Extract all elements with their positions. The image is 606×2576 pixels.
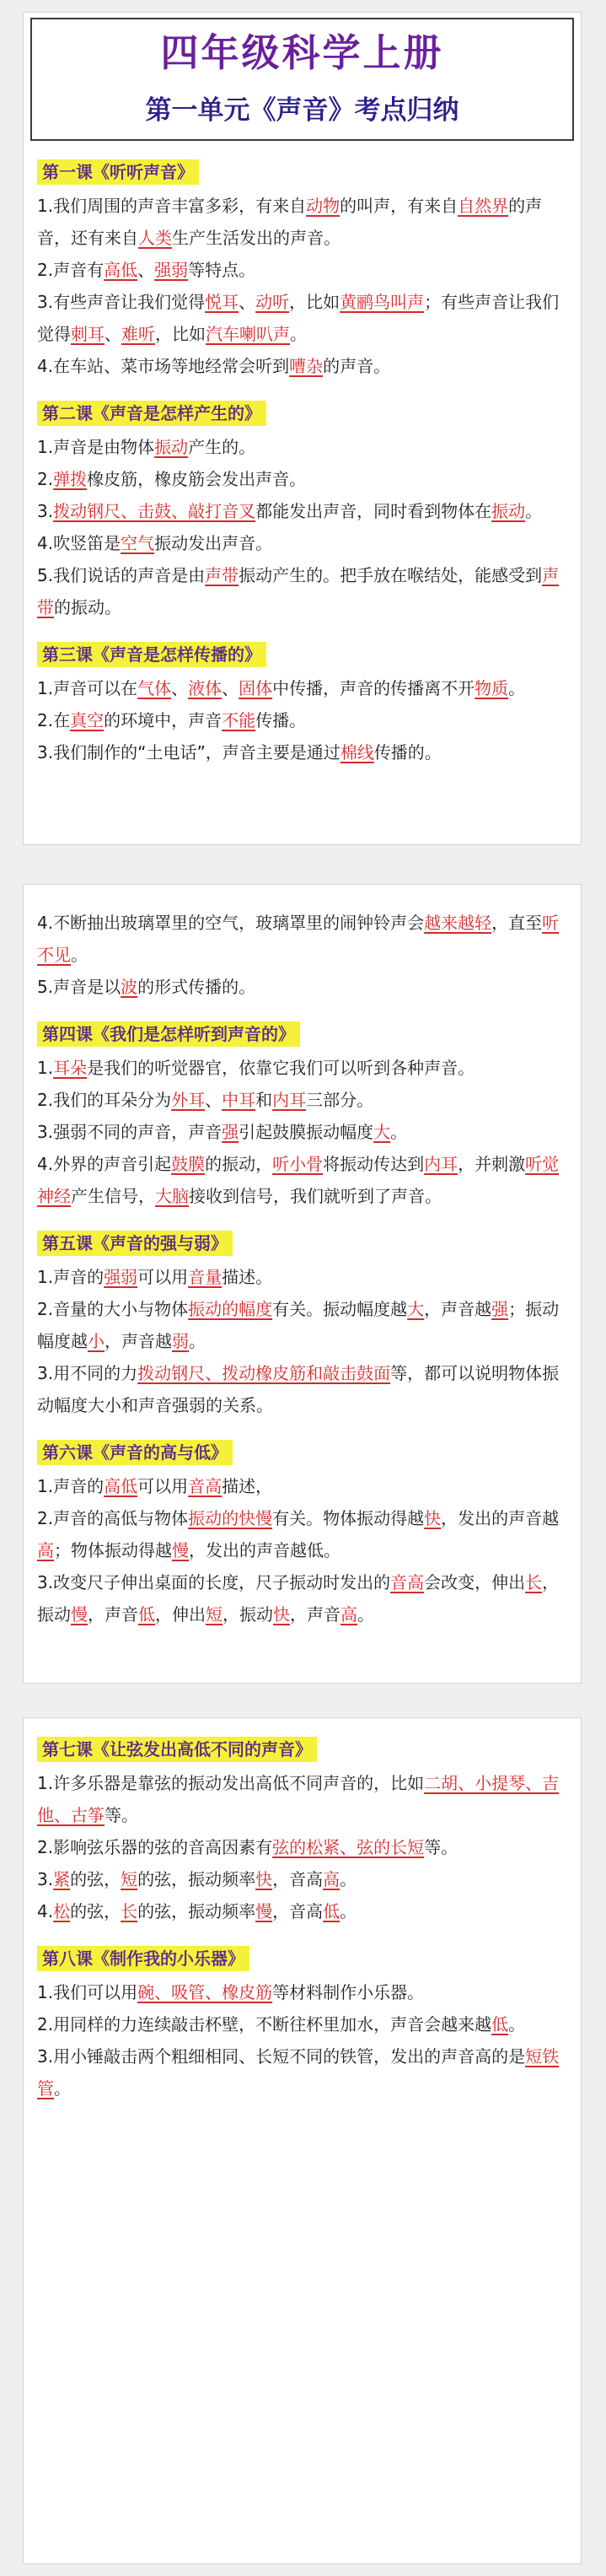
- lesson-3-continued: [37, 907, 567, 1003]
- note-line: [37, 431, 567, 463]
- note-text: 的弦，: [70, 1901, 121, 1921]
- note-text: 等。: [105, 1805, 138, 1825]
- key-term: 中耳: [222, 1090, 256, 1110]
- key-term: 大脑: [155, 1186, 189, 1206]
- lesson-6: [37, 1421, 567, 1630]
- key-term: 液体: [188, 678, 223, 698]
- note-text: 三部分。: [306, 1090, 374, 1110]
- note-text: 。: [189, 1331, 206, 1351]
- key-term: 内耳: [272, 1090, 307, 1110]
- note-line: [37, 1895, 567, 1927]
- key-term: 物质: [475, 678, 509, 698]
- note-text: 的形式传播的。: [137, 977, 256, 997]
- note-text: 2.我们的耳朵分为: [37, 1090, 172, 1110]
- key-term: 慢: [71, 1604, 88, 1625]
- note-line: [37, 1148, 567, 1212]
- lesson-lines: [37, 190, 567, 382]
- note-text: 1.许多乐器是靠弦的振动发出高低不同声音的，比如: [37, 1773, 425, 1793]
- key-term: 长: [121, 1901, 138, 1921]
- key-term: 低: [138, 1604, 155, 1625]
- key-term: 鼓膜: [171, 1154, 206, 1174]
- key-term: 内耳: [424, 1154, 459, 1174]
- key-term: 听觉神经: [37, 1154, 560, 1206]
- lesson-4: [37, 1003, 567, 1212]
- key-term: 二胡、小提琴、吉他、古筝: [37, 1773, 560, 1825]
- key-term: 动听: [255, 292, 290, 312]
- key-term: 音高: [188, 1476, 223, 1496]
- note-text: 可以用: [137, 1267, 189, 1287]
- key-term: 悦耳: [205, 292, 239, 312]
- note-line: [37, 907, 567, 971]
- note-text: ，声音越: [424, 1299, 492, 1319]
- note-text: 等，都可以说明物体振动幅度大小和声音强弱的关系。: [37, 1363, 560, 1415]
- note-line: [37, 1116, 567, 1148]
- key-term: 自然界: [458, 196, 509, 216]
- note-text: 是我们的听觉器官，依靠它我们可以听到各种声音。: [87, 1058, 475, 1078]
- key-term: 短: [121, 1869, 138, 1889]
- note-text: ；物体振动得越: [54, 1540, 172, 1560]
- note-text: 1.我们可以用: [37, 1982, 138, 2002]
- note-text: 的振动。: [54, 597, 121, 617]
- note-text: 、: [222, 678, 239, 698]
- note-line: [37, 2040, 567, 2104]
- note-text: 5.声音是以: [37, 977, 121, 997]
- key-term: 强: [491, 1299, 509, 1319]
- key-term: 高: [323, 1869, 341, 1889]
- note-text: 2.影响弦乐器的弦的音高因素有: [37, 1837, 273, 1857]
- note-text: 描述。: [222, 1267, 273, 1287]
- key-term: 黄鹂鸟叫声: [340, 292, 425, 312]
- key-term: 音高: [390, 1572, 425, 1592]
- note-text: 等材料制作小乐器。: [272, 1982, 425, 2002]
- key-term: 外耳: [171, 1090, 206, 1110]
- note-text: ，比如: [155, 324, 206, 344]
- note-text: 3.我们制作的“土电话”，声音主要是通过: [37, 742, 341, 763]
- note-text: ，音高: [272, 1869, 324, 1889]
- note-text: 产生的。: [188, 437, 256, 457]
- notes-card-2: [23, 884, 582, 1684]
- key-term: 嘈杂: [289, 356, 324, 376]
- note-text: 等。: [424, 1837, 459, 1857]
- key-term: 低: [491, 2014, 509, 2034]
- lesson-heading: 第七课《让弦发出高低不同的声音》: [37, 1737, 317, 1762]
- lesson-3: [37, 623, 567, 768]
- lesson-7: [37, 1718, 567, 1927]
- note-line: [37, 1976, 567, 2008]
- key-term: 汽车喇叭声: [206, 324, 290, 344]
- note-text: ，发出的声音越: [441, 1508, 560, 1528]
- key-term: 声带: [37, 565, 560, 617]
- lesson-5: [37, 1212, 567, 1421]
- key-term: 大: [373, 1122, 391, 1142]
- lesson-heading: 第五课《声音的强与弱》: [37, 1231, 233, 1256]
- note-line: [37, 1566, 567, 1630]
- note-text: 的叫声，有来自: [340, 196, 459, 216]
- key-term: 固体: [239, 678, 273, 698]
- lesson-lines: [37, 1261, 567, 1421]
- note-text: ，直至: [491, 913, 543, 933]
- note-text: 有关。振动幅度越: [272, 1299, 408, 1319]
- note-text: 。: [508, 678, 526, 698]
- note-text: ，声音越: [105, 1331, 172, 1351]
- note-text: 将振动传达到: [323, 1154, 425, 1174]
- note-line: [37, 1261, 567, 1293]
- note-text: 传播。: [255, 710, 307, 730]
- note-text: 。: [290, 324, 307, 344]
- note-text: ；有些声音让我们觉得: [37, 292, 560, 344]
- key-term: 碗、吸管、橡皮筋: [137, 1982, 273, 2002]
- note-text: 4.外界的声音引起: [37, 1154, 172, 1174]
- lesson-heading: 第三课《声音是怎样传播的》: [37, 642, 266, 667]
- note-text: 2.在: [37, 710, 71, 730]
- page-title: 四年级科学上册: [160, 30, 444, 75]
- note-text: 4.吹竖笛是: [37, 533, 121, 553]
- lesson-lines: [37, 1052, 567, 1212]
- note-line: [37, 1502, 567, 1566]
- note-line: [37, 1357, 567, 1421]
- note-text: 产生信号，: [71, 1186, 155, 1206]
- key-term: 高: [341, 1604, 357, 1625]
- key-term: 空气: [121, 533, 155, 553]
- key-term: 大: [407, 1299, 425, 1319]
- note-line: [37, 527, 567, 559]
- note-text: ，比如: [289, 292, 341, 312]
- key-term: 高低: [104, 260, 138, 280]
- page-subtitle: 第一单元《声音》考点归纳: [145, 95, 459, 126]
- key-term: 听不见: [37, 913, 560, 965]
- key-term: 快: [424, 1508, 442, 1528]
- note-text: 5.我们说话的声音是由: [37, 565, 206, 585]
- key-term: 高: [37, 1540, 54, 1560]
- note-text: 的振动，: [205, 1154, 273, 1174]
- note-text: 、: [137, 260, 155, 280]
- note-text: 3.: [37, 1869, 54, 1889]
- note-line: [37, 1084, 567, 1116]
- lesson-heading: 第四课《我们是怎样听到声音的》: [37, 1021, 300, 1047]
- lesson-heading: 第二课《声音是怎样产生的》: [37, 401, 266, 426]
- key-term: 快: [255, 1869, 273, 1889]
- note-text: 可以用: [137, 1476, 189, 1496]
- note-line: [37, 2008, 567, 2040]
- key-term: 短铁管: [37, 2046, 560, 2099]
- note-text: 3.用小锤敲击两个粗细相同、长短不同的铁管，发出的声音高的是: [37, 2046, 526, 2067]
- note-text: 、: [239, 292, 256, 312]
- lesson-lines: [37, 1470, 567, 1630]
- key-term: 振动的幅度: [188, 1299, 273, 1319]
- note-line: [37, 1052, 567, 1084]
- lesson-lines: [37, 1767, 567, 1927]
- key-term: 声带: [205, 565, 239, 585]
- note-text: 3.改变尺子伸出桌面的长度，尺子振动时发出的: [37, 1572, 391, 1592]
- lesson-heading: 第八课《制作我的小乐器》: [37, 1946, 249, 1971]
- key-term: 弱: [172, 1331, 189, 1351]
- note-text: 有关。物体振动得越: [272, 1508, 425, 1528]
- note-text: 、: [205, 1090, 223, 1110]
- note-text: 的弦，振动频率: [137, 1869, 256, 1889]
- note-line: [37, 254, 567, 286]
- note-text: 的声音，还有来自: [37, 196, 543, 248]
- note-text: ，振动: [223, 1604, 273, 1625]
- note-text: ，发出的声音越低。: [189, 1540, 341, 1560]
- key-term: 棉线: [340, 742, 374, 763]
- note-text: 。: [71, 945, 88, 965]
- key-term: 波: [121, 977, 138, 997]
- lesson-lines: [37, 907, 567, 1003]
- lesson-lines: [37, 672, 567, 768]
- note-text: 3.: [37, 501, 54, 521]
- note-text: 。: [390, 1122, 408, 1142]
- lesson-2: [37, 382, 567, 623]
- note-text: 。: [54, 2078, 71, 2099]
- note-text: 和: [255, 1090, 273, 1110]
- note-text: ，并刺激: [458, 1154, 526, 1174]
- notes-card-1: [23, 12, 582, 845]
- key-term: 振动的快慢: [188, 1508, 273, 1528]
- note-text: 橡皮筋，橡皮筋会发出声音。: [87, 469, 307, 489]
- key-term: 人类: [138, 228, 172, 248]
- note-text: 生产生活发出的声音。: [172, 228, 341, 248]
- note-text: ；振动幅度越: [37, 1299, 560, 1351]
- key-term: 强: [222, 1122, 239, 1142]
- note-line: [37, 1293, 567, 1357]
- note-text: 都能发出声音，同时看到物体在: [255, 501, 492, 521]
- note-line: [37, 672, 567, 704]
- key-term: 小: [88, 1331, 105, 1351]
- note-line: [37, 1831, 567, 1863]
- note-text: ，音高: [272, 1901, 324, 1921]
- key-term: 强弱: [104, 1267, 138, 1287]
- note-text: 3.用不同的力: [37, 1363, 138, 1383]
- note-line: [37, 463, 567, 495]
- key-term: 听小骨: [272, 1154, 324, 1174]
- key-term: 不能: [222, 710, 256, 730]
- lesson-heading: 第一课《听听声音》: [37, 159, 199, 185]
- key-term: 慢: [172, 1540, 189, 1560]
- key-term: 低: [323, 1901, 341, 1921]
- note-line: [37, 736, 567, 768]
- key-term: 耳朵: [53, 1058, 88, 1078]
- note-text: 。: [340, 1901, 357, 1921]
- key-term: 音量: [188, 1267, 223, 1287]
- key-term: 刺耳: [71, 324, 105, 344]
- note-text: 4.: [37, 1901, 54, 1921]
- note-text: ，声音: [290, 1604, 341, 1625]
- note-text: 的声音。: [323, 356, 391, 376]
- note-line: [37, 1767, 567, 1831]
- note-text: 引起鼓膜振动幅度: [239, 1122, 374, 1142]
- note-text: 的弦，振动频率: [137, 1901, 256, 1921]
- key-term: 拨动钢尺、击鼓、敲打音叉: [53, 501, 256, 521]
- key-term: 松: [53, 1901, 71, 1921]
- lesson-1: [37, 141, 567, 382]
- note-text: 2.用同样的力连续敲击杯壁，不断往杯里加水，声音会越来越: [37, 2014, 492, 2034]
- note-line: [37, 495, 567, 527]
- lesson-lines: [37, 1976, 567, 2104]
- key-term: 高低: [104, 1476, 138, 1496]
- note-text: ，振动: [37, 1572, 560, 1625]
- key-term: 越来越轻: [424, 913, 492, 933]
- notes-card-3: [23, 1717, 582, 2564]
- note-text: 的弦，: [70, 1869, 121, 1889]
- note-text: 3.强弱不同的声音，声音: [37, 1122, 223, 1142]
- note-line: [37, 190, 567, 254]
- note-text: 振动发出声音。: [154, 533, 273, 553]
- key-term: 弹拨: [53, 469, 88, 489]
- note-line: [37, 971, 567, 1003]
- key-term: 慢: [255, 1901, 273, 1921]
- key-term: 长: [525, 1572, 543, 1592]
- note-line: [37, 559, 567, 623]
- note-text: 会改变，伸出: [424, 1572, 526, 1592]
- note-text: 描述，: [222, 1476, 273, 1496]
- note-text: 1.声音的: [37, 1267, 105, 1287]
- lesson-heading: 第六课《声音的高与低》: [37, 1440, 233, 1465]
- note-text: 1.我们周围的声音丰富多彩，有来自: [37, 196, 307, 216]
- note-text: 4.不断抽出玻璃罩里的空气，玻璃罩里的闹钟铃声会: [37, 913, 425, 933]
- note-line: [37, 704, 567, 736]
- note-text: 2.声音有: [37, 260, 105, 280]
- note-text: 传播的。: [373, 742, 442, 763]
- note-text: 接收到信号，我们就听到了声音。: [189, 1186, 442, 1206]
- note-text: 中传播，声音的传播离不开: [272, 678, 475, 698]
- note-text: 。: [357, 1604, 374, 1625]
- key-term: 真空: [70, 710, 105, 730]
- note-text: 等特点。: [188, 260, 256, 280]
- note-text: ，伸出: [155, 1604, 206, 1625]
- note-text: 的环境中，声音: [104, 710, 223, 730]
- note-text: ，声音: [88, 1604, 138, 1625]
- note-line: [37, 350, 567, 382]
- note-text: 1.声音可以在: [37, 678, 138, 698]
- note-text: 。: [525, 501, 543, 521]
- note-line: [37, 1863, 567, 1895]
- key-term: 拨动钢尺、拨动橡皮筋和敲击鼓面: [137, 1363, 391, 1383]
- note-text: 1.声音是由物体: [37, 437, 155, 457]
- note-text: 1.: [37, 1058, 54, 1078]
- key-term: 紧: [53, 1869, 71, 1889]
- note-text: 、: [171, 678, 189, 698]
- lesson-8: [37, 1927, 567, 2104]
- note-line: [37, 1470, 567, 1502]
- key-term: 弦的松紧、弦的长短: [272, 1837, 425, 1857]
- note-text: 2.声音的高低与物体: [37, 1508, 189, 1528]
- note-text: 2.音量的大小与物体: [37, 1299, 189, 1319]
- lesson-lines: [37, 431, 567, 623]
- key-term: 短: [206, 1604, 223, 1625]
- note-text: 振动产生的。把手放在喉结处，能感受到: [239, 565, 543, 585]
- note-text: 3.有些声音让我们觉得: [37, 292, 206, 312]
- key-term: 振动: [491, 501, 526, 521]
- note-text: 1.声音的: [37, 1476, 105, 1496]
- title-box: [30, 18, 574, 141]
- key-term: 振动: [154, 437, 189, 457]
- note-text: 。: [508, 2014, 526, 2034]
- note-text: 、: [105, 324, 121, 344]
- note-text: 4.在车站、菜市场等地经常会听到: [37, 356, 290, 376]
- note-line: [37, 286, 567, 350]
- key-term: 快: [273, 1604, 290, 1625]
- key-term: 强弱: [154, 260, 189, 280]
- key-term: 难听: [121, 324, 155, 344]
- key-term: 气体: [137, 678, 172, 698]
- key-term: 动物: [306, 196, 341, 216]
- note-text: 2.: [37, 469, 54, 489]
- note-text: 。: [340, 1869, 357, 1889]
